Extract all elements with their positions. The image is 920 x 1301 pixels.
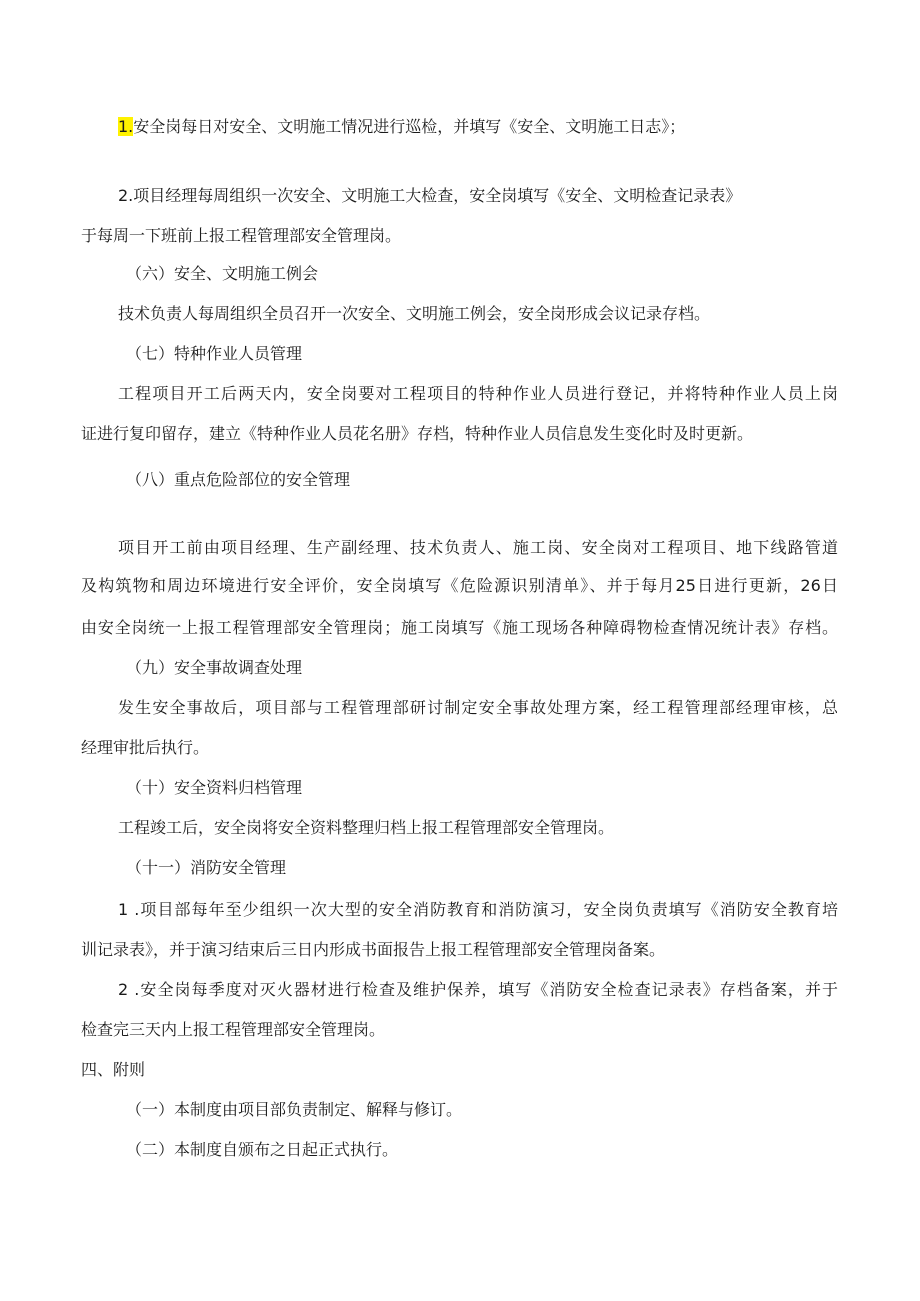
- paragraph-text: 安全岗每日对安全、文明施工情况进行巡检，并填写《安全、文明施工日志》；: [133, 117, 686, 136]
- paragraph-accident-line1: 发生安全事故后，项目部与工程管理部研讨制定安全事故处理方案，经工程管理部经理审核，总: [118, 698, 838, 717]
- paragraph-weekly-check-line1: 2.项目经理每周组织一次安全、文明施工大检查，安全岗填写《安全、文明检查记录表》: [118, 186, 742, 205]
- heading-danger-zones: （八）重点危险部位的安全管理: [126, 470, 351, 489]
- paragraph-fire-drill-line2: 训记录表》，并于演习结束后三日内形成书面报告上报工程管理部安全管理岗备案。: [81, 940, 666, 959]
- heading-special-workers: （七）特种作业人员管理: [126, 344, 303, 363]
- paragraph-special-workers-line1: 工程项目开工后两天内，安全岗要对工程项目的特种作业人员进行登记，并将特种作业人员上岗: [118, 384, 838, 403]
- highlighted-list-marker: 1.: [118, 117, 134, 136]
- paragraph-danger-zones-line1: 项目开工前由项目经理、生产副经理、技术负责人、施工岗、安全岗对工程项目、地下线路管道: [118, 538, 838, 557]
- heading-archiving: （十）安全资料归档管理: [126, 778, 303, 797]
- paragraph-special-workers-line2: 证进行复印留存，建立《特种作业人员花名册》存档，特种作业人员信息发生变化时及时更新。: [81, 424, 754, 443]
- paragraph-weekly-check-line2: 于每周一下班前上报工程管理部安全管理岗。: [81, 226, 402, 245]
- paragraph-fire-drill-line1: 1 .项目部每年至少组织一次大型的安全消防教育和消防演习，安全岗负责填写《消防安全教育培: [118, 900, 838, 919]
- paragraph-extinguisher-line1: 2 .安全岗每季度对灭火器材进行检查及维护保养，填写《消防安全检查记录表》存档备案，并于: [118, 980, 838, 999]
- paragraph-archiving: 工程竣工后，安全岗将安全资料整理归档上报工程管理部安全管理岗。: [118, 818, 615, 837]
- appendix-item-1: （一）本制度由项目部负责制定、解释与修订。: [126, 1100, 463, 1119]
- appendix-item-2: （二）本制度自颁布之日起正式执行。: [126, 1140, 399, 1159]
- heading-fire-safety: （十一）消防安全管理: [126, 858, 287, 877]
- paragraph-accident-line2: 经理审批后执行。: [81, 738, 210, 757]
- heading-supplementary: 四、附则: [81, 1060, 146, 1079]
- heading-accident-investigation: （九）安全事故调查处理: [126, 658, 303, 677]
- paragraph-safety-meeting: 技术负责人每周组织全员召开一次安全、文明施工例会，安全岗形成会议记录存档。: [118, 304, 711, 323]
- paragraph-danger-zones-line2: 及构筑物和周边环境进行安全评价，安全岗填写《危险源识别清单》、并于每月25日进行更新，26日: [81, 576, 838, 595]
- paragraph-inspection: [118, 117, 685, 137]
- heading-safety-meeting: （六）安全、文明施工例会: [126, 264, 319, 283]
- paragraph-danger-zones-line3: 由安全岗统一上报工程管理部安全管理岗；施工岗填写《施工现场各种障碍物检查情况统计表》存档。: [81, 618, 838, 637]
- paragraph-extinguisher-line2: 检查完三天内上报工程管理部安全管理岗。: [81, 1020, 386, 1039]
